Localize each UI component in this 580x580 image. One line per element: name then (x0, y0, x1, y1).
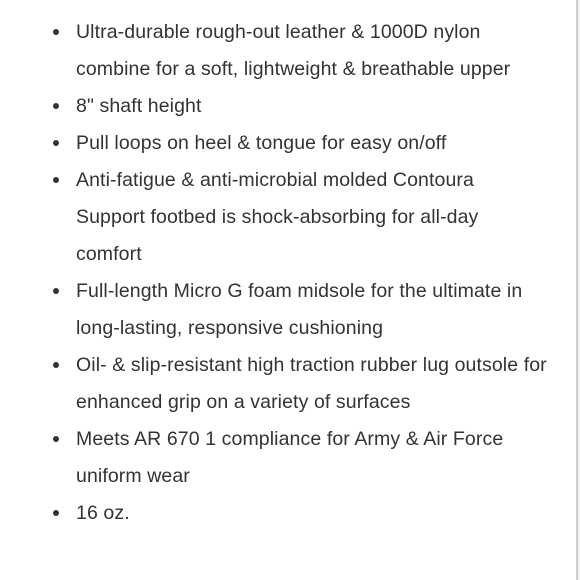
list-item (0, 88, 560, 125)
bullet-icon (53, 288, 59, 294)
list-item-text: 16 oz. (76, 502, 130, 524)
list-item (0, 125, 560, 162)
list-item-text: 8" shaft height (76, 95, 202, 117)
list-item-text: Meets AR 670 1 compliance for Army & Air Force uniform wear (76, 428, 504, 487)
bullet-icon (53, 140, 59, 146)
list-item-text: Pull loops on heel & tongue for easy on/off (76, 132, 447, 154)
list-item (0, 495, 560, 532)
list-item (0, 14, 560, 88)
list-item (0, 421, 560, 495)
bullet-icon (53, 177, 59, 183)
bullet-icon (53, 103, 59, 109)
bullet-icon (53, 362, 59, 368)
list-item-text: Ultra-durable rough-out leather & 1000D nylon combine for a soft, lightweight & breathable upper (76, 21, 511, 80)
bullet-icon (53, 29, 59, 35)
bullet-icon (53, 436, 59, 442)
list-item-text: Anti-fatigue & anti-microbial molded Contoura Support footbed is shock-absorbing for all-day comfort (76, 169, 479, 265)
list-item-text: Oil- & slip-resistant high traction rubber lug outsole for enhanced grip on a variety of surfaces (76, 354, 547, 413)
feature-list (0, 14, 560, 532)
list-item (0, 273, 560, 347)
list-item (0, 347, 560, 421)
list-item-text: Full-length Micro G foam midsole for the ultimate in long-lasting, responsive cushioning (76, 280, 523, 339)
bullet-icon (53, 510, 59, 516)
list-item (0, 162, 560, 273)
